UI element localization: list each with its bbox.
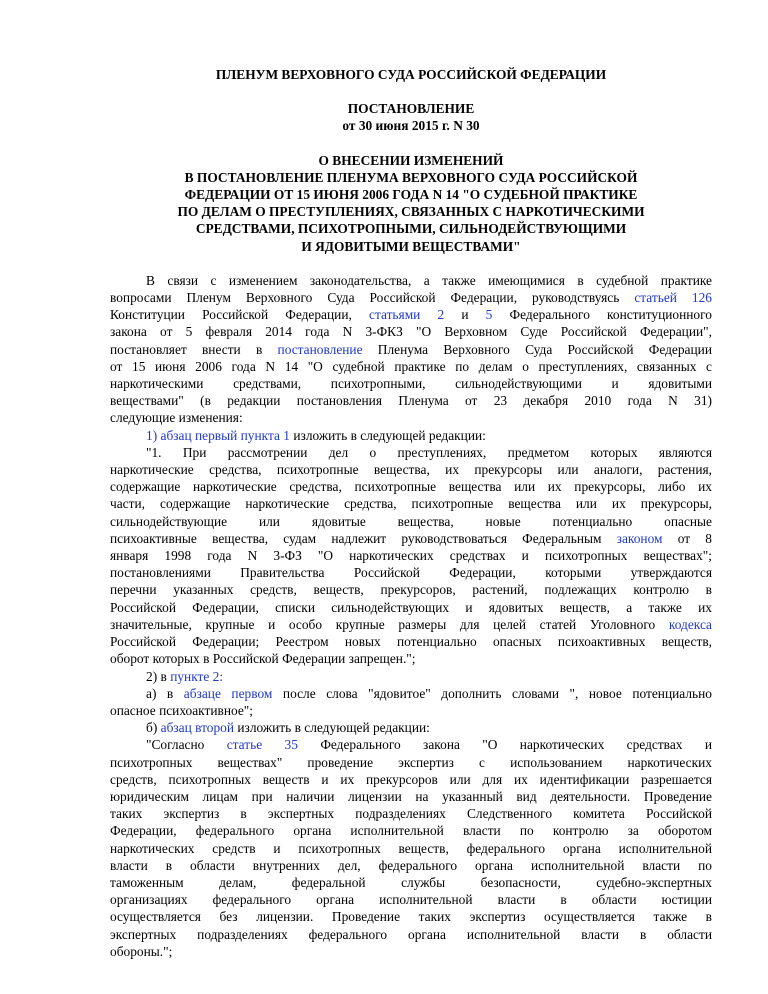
text-line: содержащие наркотические средства, психотропные вещества или их прекурсоры, либо их bbox=[110, 479, 712, 495]
text-line: января 1998 года N 3-ФЗ "О наркотических средствах и психотропных веществах"; bbox=[110, 548, 712, 564]
title-line: О ВНЕСЕНИИ ИЗМЕНЕНИЙ bbox=[318, 152, 504, 168]
text-line: 1) абзац первый пункта 1 изложить в следующей редакции: bbox=[146, 427, 486, 443]
title-line: ПО ДЕЛАМ О ПРЕСТУПЛЕНИЯХ, СВЯЗАННЫХ С НАРКОТИЧЕСКИМИ bbox=[177, 204, 645, 220]
text-line: оборот которых в Российской Федерации запрещен."; bbox=[110, 651, 416, 667]
text-line: б) абзац второй изложить в следующей редакции: bbox=[146, 720, 430, 736]
link-paragraph-1-item-1[interactable]: 1) абзац первый пункта 1 bbox=[146, 427, 291, 443]
text-line: Федерации, федерального органа исполнительной власти по контролю за оборотом bbox=[110, 823, 712, 839]
document-type: ПОСТАНОВЛЕНИЕ bbox=[347, 101, 475, 117]
quoted-paragraph-2 bbox=[110, 736, 712, 960]
link-articles-2[interactable]: статьями 2 bbox=[369, 307, 445, 323]
change-item-2b bbox=[110, 719, 712, 736]
text-line: психоактивные вещества, судам надлежит руководствоваться Федеральным законом от 8 bbox=[110, 530, 712, 546]
text-line: психотропных веществах" проведение экспертиз с использованием наркотических bbox=[110, 754, 712, 770]
link-article-126[interactable]: статьей 126 bbox=[634, 290, 712, 306]
document-heading bbox=[110, 100, 712, 134]
title-line: ФЕДЕРАЦИИ ОТ 15 ИЮНЯ 2006 ГОДА N 14 "О СУДЕБНОЙ ПРАКТИКЕ bbox=[184, 187, 638, 203]
title-line: И ЯДОВИТЫМИ ВЕЩЕСТВАМИ" bbox=[301, 238, 521, 254]
link-paragraph-first[interactable]: абзаце первом bbox=[183, 685, 273, 701]
text-line: наркотических средств и психотропных веществ, федерального органа исполнительной bbox=[110, 840, 712, 856]
text-line: перечни указанных средств, веществ, прекурсоров, растений, подлежащих контролю в bbox=[110, 582, 712, 598]
text-line: обороны."; bbox=[110, 943, 173, 959]
document-title bbox=[110, 152, 712, 255]
text-line: опасное психоактивное"; bbox=[110, 702, 253, 718]
document-date: от 30 июня 2015 г. N 30 bbox=[342, 118, 480, 134]
text-line: вопросами Пленум Верховного Суда Российской Федерации, руководствуясь статьей 126 bbox=[110, 290, 712, 306]
change-item-2 bbox=[110, 668, 712, 685]
quoted-paragraph-1 bbox=[110, 444, 712, 668]
text-line: сильнодействующие или ядовитые вещества, новые потенциально опасные bbox=[110, 513, 712, 529]
text-line: наркотическими средствами, психотропными, сильнодействующими и ядовитыми bbox=[110, 376, 712, 392]
text-line: значительные, крупные и особо крупные размеры для целей статей Уголовного кодекса bbox=[110, 616, 712, 632]
text-line: организациях федерального органа исполнительной власти в области юстиции bbox=[110, 892, 712, 908]
text-line: осуществляется без лицензии. Проведение таких экспертиз осуществляется также в bbox=[110, 909, 712, 925]
text-line: "Согласно статье 35 Федерального закона "О наркотических средствах и bbox=[146, 737, 713, 753]
text-line: таможенным делам, федеральной службы безопасности, судебно-экспертных bbox=[110, 874, 712, 890]
title-line: СРЕДСТВАМИ, ПСИХОТРОПНЫМИ, СИЛЬНОДЕЙСТВУЮЩИМИ bbox=[195, 221, 627, 237]
text-line: части, содержащие наркотические средства, психотропные вещества или их прекурсоры, bbox=[110, 496, 712, 512]
court-heading: ПЛЕНУМ ВЕРХОВНОГО СУДА РОССИЙСКОЙ ФЕДЕРАЦИИ bbox=[215, 67, 607, 82]
link-article-35[interactable]: статье 35 bbox=[226, 737, 298, 753]
text-line: закона от 5 февраля 2014 года N 3-ФКЗ "О Верховном Суде Российской Федерации", bbox=[110, 324, 712, 340]
text-line: экспертных подразделениях федерального органа исполнительной власти в области bbox=[110, 926, 712, 942]
text-line: "1. При рассмотрении дел о преступлениях, предметом которых являются bbox=[146, 444, 712, 460]
text-line: наркотические средства, психотропные вещества, их прекурсоры или аналоги, растения, bbox=[110, 462, 712, 478]
text-line: от 15 июня 2006 года N 14 "О судебной практике по делам о преступлениях, связанных с bbox=[110, 358, 712, 374]
text-line: а) в абзаце первом после слова "ядовитое" дополнить словами ", новое потенциально bbox=[146, 685, 713, 701]
link-article-5[interactable]: 5 bbox=[485, 307, 493, 323]
text-line: юридическим лицам при наличии лицензии на указанный вид деятельности. Проведение bbox=[110, 788, 712, 804]
link-paragraph-second[interactable]: абзац второй bbox=[160, 720, 235, 736]
text-line: В связи с изменением законодательства, а также имеющимися в судебной практике bbox=[146, 272, 712, 288]
text-line: Российской Федерации, списки сильнодействующих и ядовитых веществ, а также их bbox=[110, 599, 712, 615]
link-criminal-code[interactable]: кодекса bbox=[668, 616, 712, 632]
text-line: Российской Федерации; Реестром новых потенциально опасных психоактивных веществ, bbox=[110, 634, 712, 650]
text-line: постановлениями Правительства Российской Федерации, которыми утверждаются bbox=[110, 565, 712, 581]
text-line: власти в области внутренних дел, федерального органа исполнительной власти по bbox=[110, 857, 712, 873]
text-line: Конституции Российской Федерации, статьями 2 и 5 Федерального конституционного bbox=[110, 307, 712, 323]
text-line: веществами" (в редакции постановления Пленума от 23 декабря 2010 года N 31) bbox=[110, 393, 712, 409]
text-line: следующие изменения: bbox=[110, 410, 243, 426]
change-item-1 bbox=[110, 427, 712, 444]
link-resolution[interactable]: постановление bbox=[277, 341, 363, 357]
text-line: средств, психотропных веществ и их прекурсоров или для их идентификации разрешается bbox=[110, 771, 712, 787]
document-page bbox=[110, 66, 712, 960]
change-item-2a bbox=[110, 685, 712, 719]
link-law[interactable]: законом bbox=[616, 530, 663, 546]
text-line: таких экспертиз в экспертных подразделениях Следственного комитета Российской bbox=[110, 806, 712, 822]
link-item-2[interactable]: пункте 2: bbox=[170, 668, 224, 684]
preamble-paragraph bbox=[110, 272, 712, 427]
title-line: В ПОСТАНОВЛЕНИЕ ПЛЕНУМА ВЕРХОВНОГО СУДА РОССИЙСКОЙ bbox=[184, 169, 638, 185]
text-line: 2) в пункте 2: bbox=[146, 668, 224, 684]
text-line: постановляет внести в постановление Пленума Верховного Суда Российской Федерации bbox=[110, 341, 712, 357]
